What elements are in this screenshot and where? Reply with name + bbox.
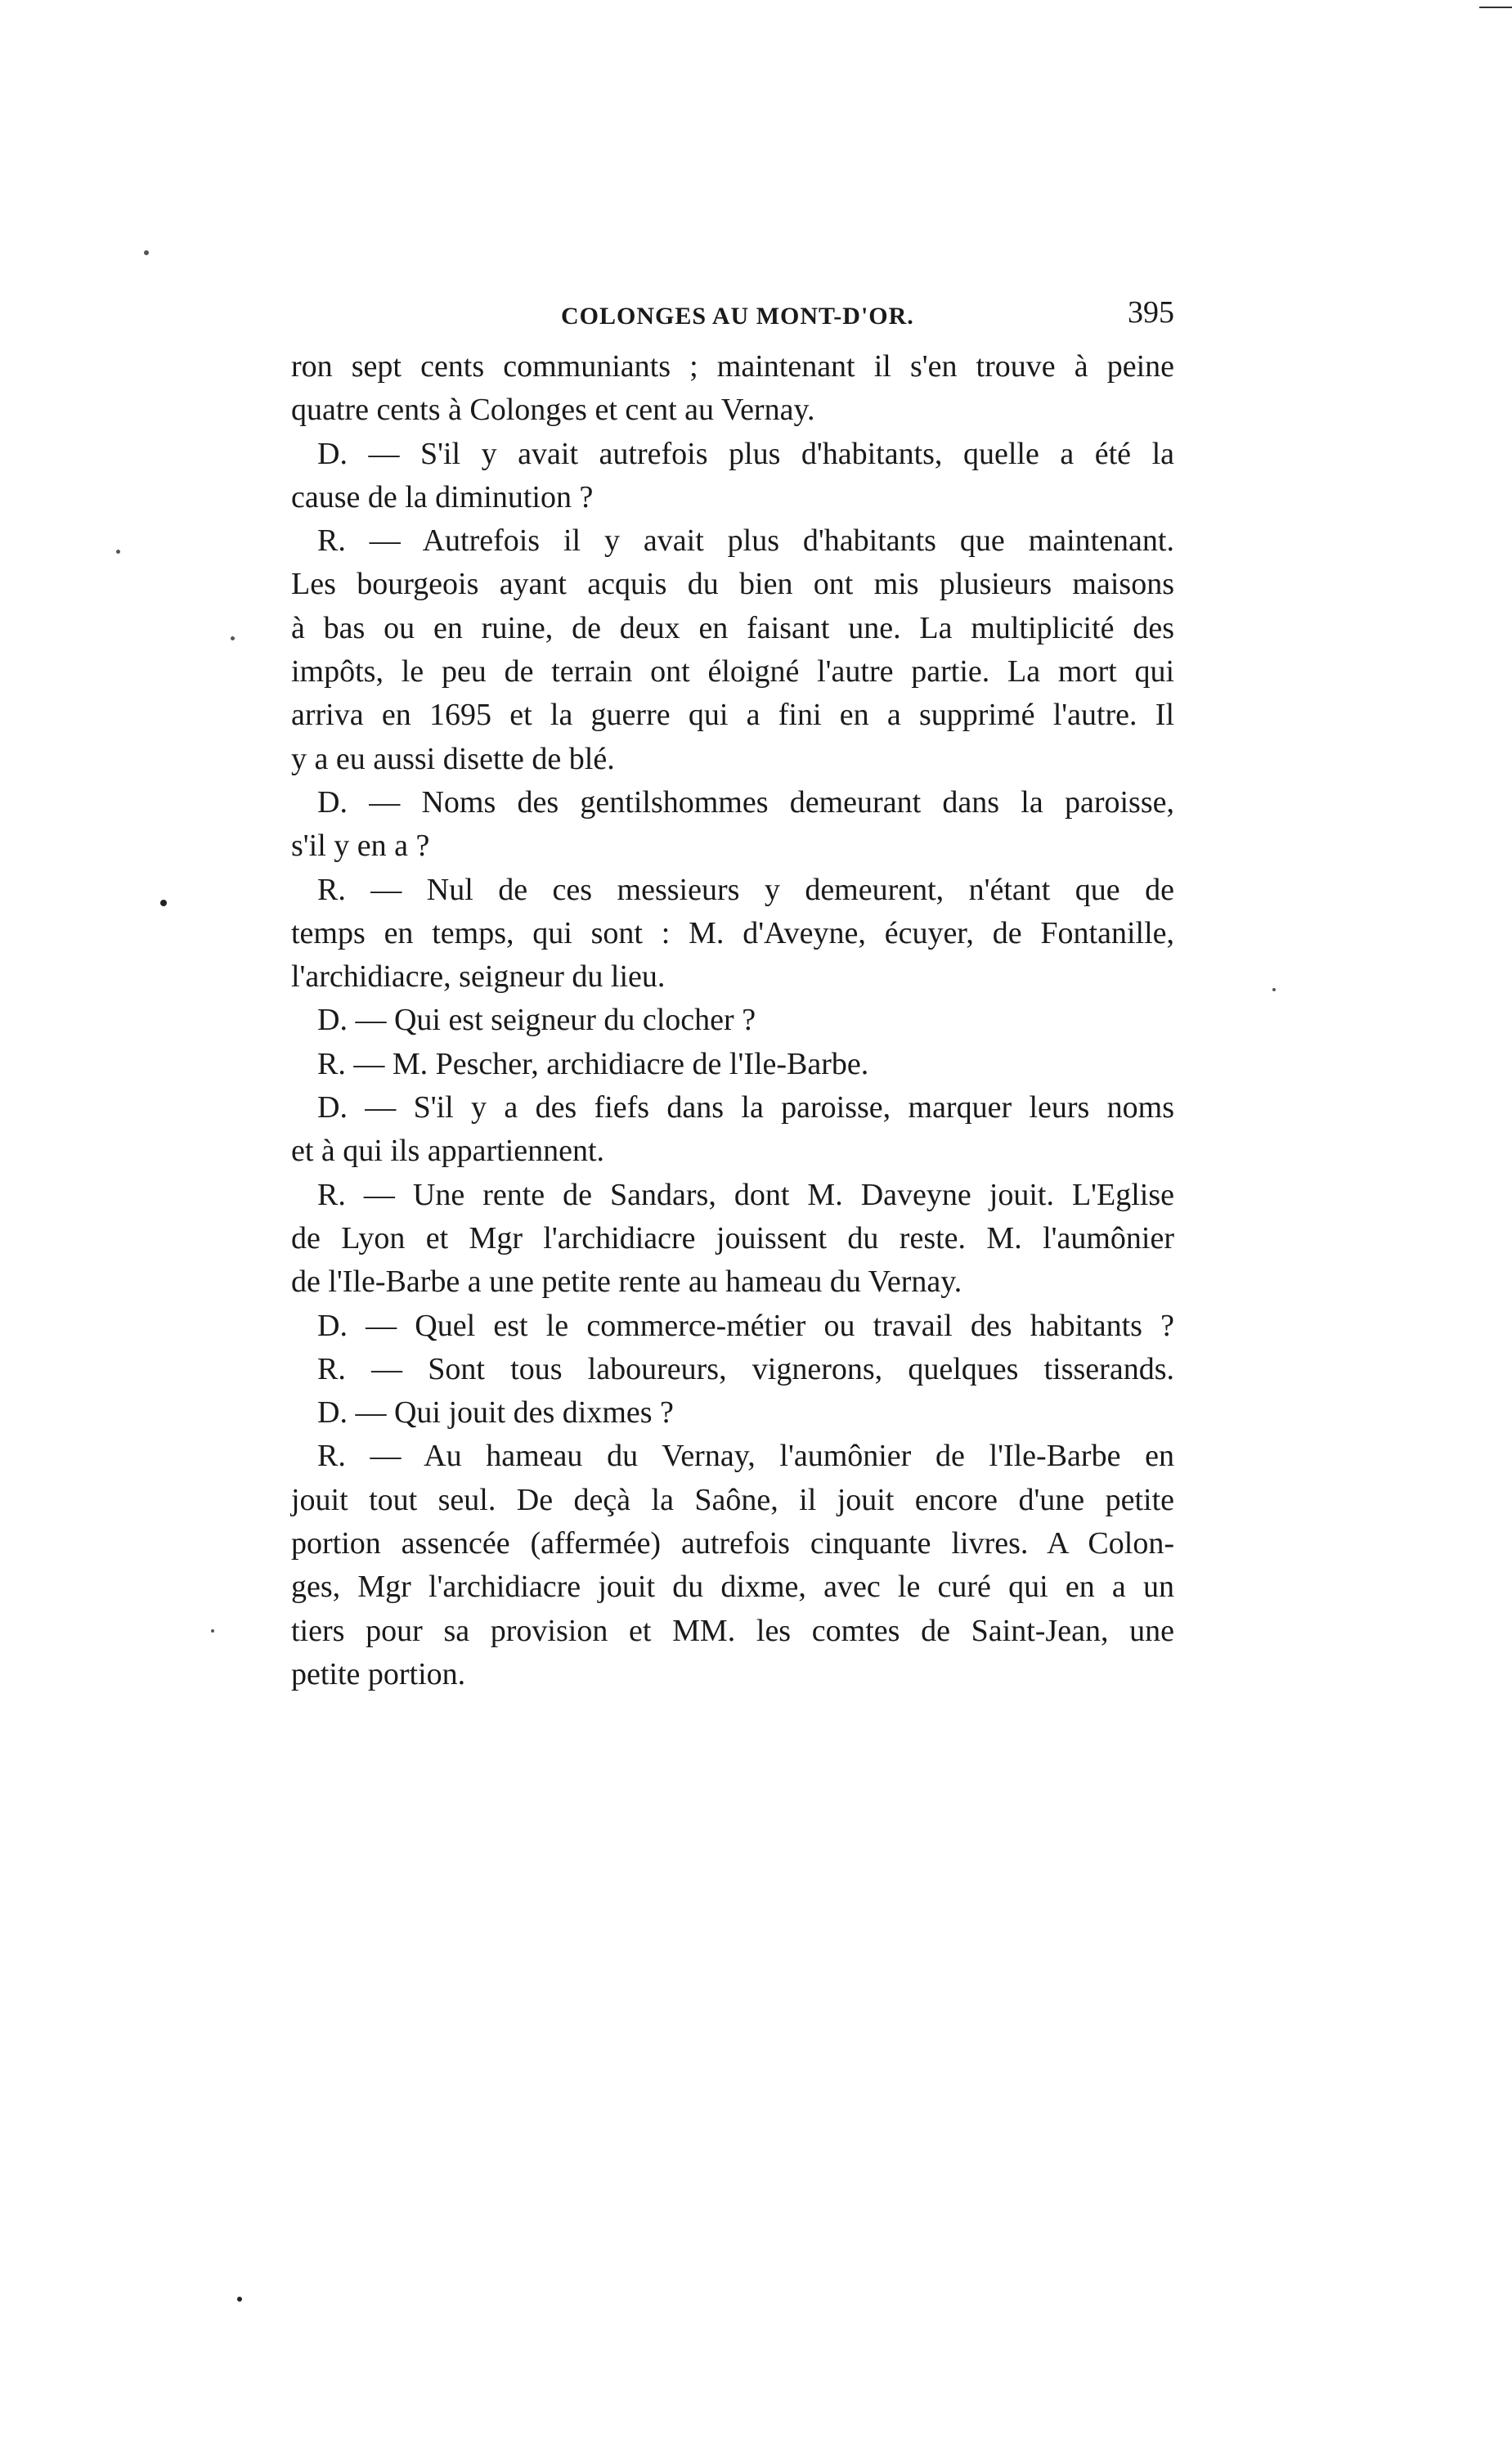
speck <box>144 250 149 255</box>
text-line: arriva en 1695 et la guerre qui a fini en a supprimé l'autre. Il <box>291 698 1174 733</box>
page-number: 395 <box>1128 295 1174 330</box>
text-line: D. — S'il y avait autrefois plus d'habitants, quelle a été la <box>317 436 1174 471</box>
text-line: cause de la diminution ? <box>291 479 594 514</box>
text-line: impôts, le peu de terrain ont éloigné l'autre partie. La mort qui <box>291 654 1174 689</box>
text-line: de Lyon et Mgr l'archidiacre jouissent du reste. M. l'aumônier <box>291 1220 1174 1255</box>
text-line: D. — S'il y a des fiefs dans la paroisse, marquer leurs noms <box>317 1090 1174 1125</box>
text-line: jouit tout seul. De deçà la Saône, il jouit encore d'une petite <box>291 1482 1174 1517</box>
speck <box>116 550 120 554</box>
text-line: D. — Qui jouit des dixmes ? <box>317 1395 674 1431</box>
speck <box>211 1629 214 1633</box>
text-line: R. — M. Pescher, archidiacre de l'Ile-Barbe. <box>317 1046 869 1081</box>
running-head: COLONGES AU MONT-D'OR. <box>561 303 914 330</box>
text-line: petite portion. <box>291 1656 466 1691</box>
text-line: à bas ou en ruine, de deux en faisant une. La multiplicité des <box>291 610 1174 645</box>
text-line: y a eu aussi disette de blé. <box>291 741 615 776</box>
text-line: temps en temps, qui sont : M. d'Aveyne, écuyer, de Fontanille, <box>291 915 1174 950</box>
text-line: ron sept cents communiants ; maintenant il s'en trouve à peine <box>291 349 1174 384</box>
speck <box>237 2297 242 2302</box>
speck <box>160 900 167 906</box>
text-line: de l'Ile-Barbe a une petite rente au hameau du Vernay. <box>291 1264 962 1300</box>
text-line: D. — Noms des gentilshommes demeurant dans la paroisse, <box>317 784 1174 820</box>
page-edge-mark <box>1479 7 1512 8</box>
text-line: tiers pour sa provision et MM. les comtes de Saint-Jean, une <box>291 1613 1174 1648</box>
text-line: portion assencée (affermée) autrefois cinquante livres. A Colon- <box>291 1526 1174 1561</box>
body-text <box>291 345 1174 1696</box>
page-header <box>291 294 1174 344</box>
text-line: R. — Au hameau du Vernay, l'aumônier de l'Ile-Barbe en <box>317 1439 1174 1474</box>
text-line: Les bourgeois ayant acquis du bien ont mis plusieurs maisons <box>291 567 1174 602</box>
text-line: s'il y en a ? <box>291 829 430 864</box>
text-line: et à qui ils appartiennent. <box>291 1134 605 1169</box>
text-line: l'archidiacre, seigneur du lieu. <box>291 959 666 995</box>
text-line: ges, Mgr l'archidiacre jouit du dixme, avec le curé qui en a un <box>291 1570 1174 1605</box>
text-line: quatre cents à Colonges et cent au Vernay. <box>291 393 815 428</box>
text-line: R. — Nul de ces messieurs y demeurent, n'étant que de <box>317 872 1174 907</box>
text-line: R. — Une rente de Sandars, dont M. Daveyne jouit. L'Eglise <box>317 1177 1174 1212</box>
text-line: D. — Quel est le commerce-métier ou travail des habitants ? <box>317 1308 1174 1343</box>
text-line: R. — Sont tous laboureurs, vignerons, quelques tisserands. <box>317 1351 1174 1386</box>
speck <box>231 636 235 640</box>
text-line: D. — Qui est seigneur du clocher ? <box>317 1003 756 1038</box>
text-line: R. — Autrefois il y avait plus d'habitants que maintenant. <box>317 523 1174 559</box>
speck <box>1272 988 1276 991</box>
